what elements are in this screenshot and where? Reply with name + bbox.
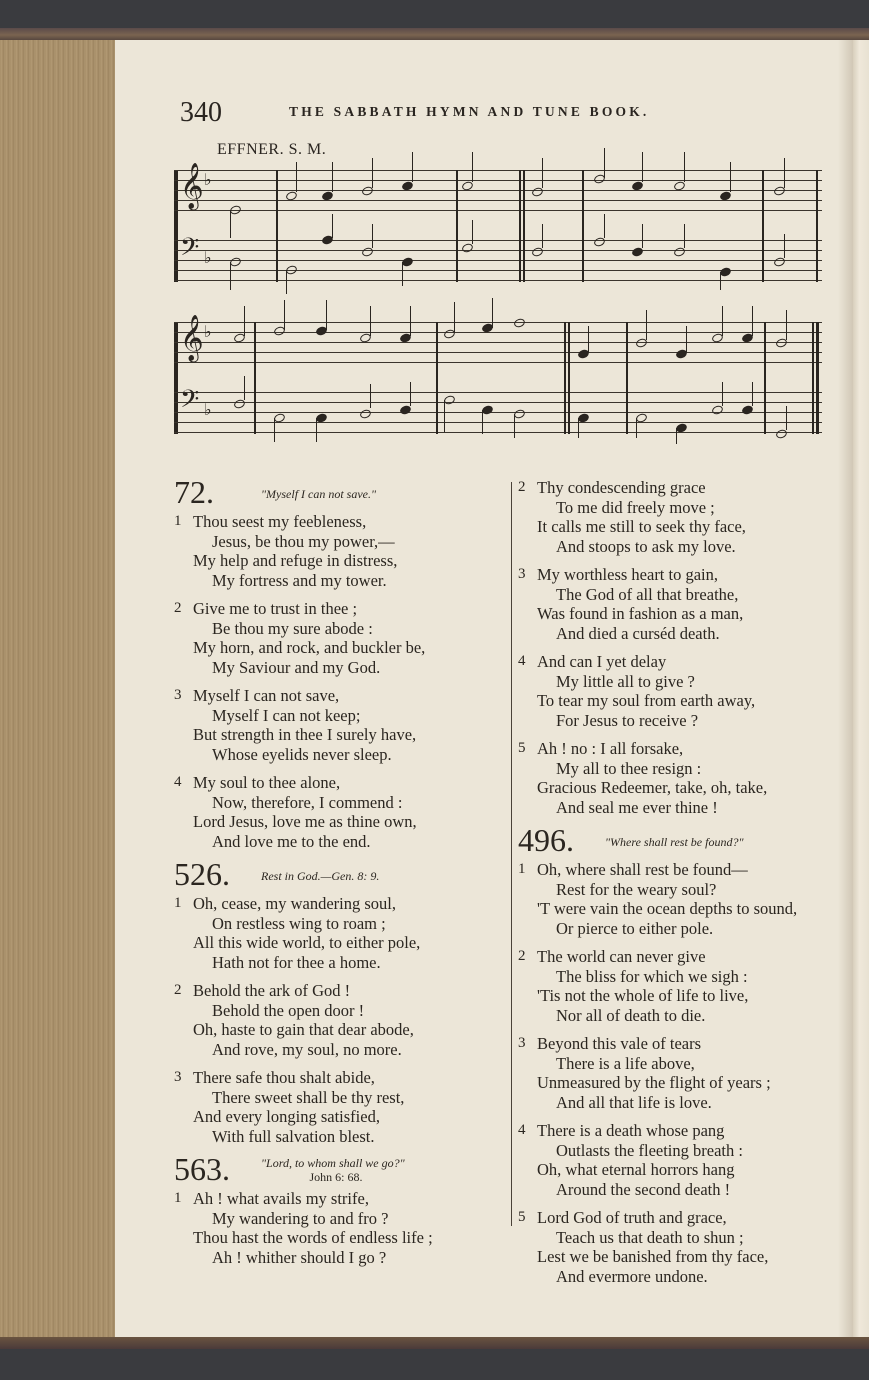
verse-line [518, 1247, 838, 1267]
verse-line [174, 571, 504, 591]
column-divider [511, 482, 512, 1226]
verse-line [174, 1248, 504, 1268]
verse-line [174, 914, 504, 934]
treble-staff [174, 322, 822, 362]
treble-staff [174, 170, 822, 210]
stanza [174, 773, 504, 851]
running-header: THE SABBATH HYMN AND TUNE BOOK. [289, 104, 650, 119]
verse-text: My help and refuge in distress, [193, 551, 398, 570]
verse-text: Rest for the weary soul? [556, 879, 717, 899]
stanza-number: 4 [518, 653, 526, 669]
stanza-number: 2 [174, 600, 182, 616]
verse-line [174, 1068, 504, 1088]
stanza-number: 3 [174, 687, 182, 703]
verse-text: And died a curséd death. [556, 623, 720, 643]
verse-line [518, 759, 838, 779]
hymn-563 [174, 1151, 504, 1267]
verse-text: For Jesus to receive ? [556, 710, 699, 730]
hymn-subtitle: Rest in God.—Gen. 8: 9. [261, 869, 380, 883]
verse-line [518, 478, 838, 498]
verse-line [174, 638, 504, 658]
verse-line [518, 1054, 838, 1074]
verse-line [174, 1228, 504, 1248]
verse-line [518, 604, 838, 624]
verse-line [174, 658, 504, 678]
verse-line [518, 947, 838, 967]
stanza [518, 478, 838, 556]
verse-text: To tear my soul from earth away, [537, 691, 756, 710]
stanza-number: 2 [518, 479, 526, 495]
verse-line [518, 967, 838, 987]
verse-text: Oh, where shall rest be found— [537, 860, 748, 879]
stanza [518, 1034, 838, 1112]
verse-text: Gracious Redeemer, take, oh, take, [537, 778, 768, 797]
verse-line [174, 706, 504, 726]
stanza [174, 1189, 504, 1267]
right-column [518, 478, 838, 1295]
verse-line [518, 1073, 838, 1093]
verse-line [174, 1189, 504, 1209]
scripture-reference: John 6: 68. [309, 1169, 363, 1184]
stanza-number: 5 [518, 1209, 526, 1225]
verse-text: Oh, cease, my wandering soul, [193, 894, 396, 913]
verse-text: My wandering to and fro ? [212, 1208, 389, 1228]
verse-text: Ah ! whither should I go ? [212, 1247, 387, 1267]
verse-line [174, 686, 504, 706]
verse-line [518, 860, 838, 880]
flat-icon: ♭ [204, 322, 212, 341]
verse-line [174, 512, 504, 532]
verse-line [174, 551, 504, 571]
verse-line [174, 1209, 504, 1229]
stanza-number: 1 [174, 895, 182, 911]
tune-name: EFFNER. S. M. [217, 141, 327, 158]
hymn-526 [174, 856, 504, 1146]
verse-text: And seal me ever thine ! [556, 797, 718, 817]
verse-line [174, 745, 504, 765]
verse-line [518, 537, 838, 557]
verse-line [518, 1208, 838, 1228]
hymn-number: 72. [174, 474, 214, 510]
verse-line [518, 1006, 838, 1026]
stanza-number: 1 [174, 1190, 182, 1206]
book-cover-bottom [0, 1337, 869, 1349]
stanza-number: 3 [518, 1035, 526, 1051]
music-system-1 [174, 163, 822, 282]
stanza [518, 860, 838, 938]
flat-icon: ♭ [204, 170, 212, 189]
hymn-subtitle: "Where shall rest be found?" [605, 835, 744, 849]
stanza-number: 2 [518, 948, 526, 964]
left-column [174, 474, 504, 1276]
verse-text: Oh, haste to gain that dear abode, [193, 1020, 414, 1039]
hymn-number: 526. [174, 856, 230, 892]
verse-text: Around the second death ! [556, 1179, 731, 1199]
hymn-subtitle: "Myself I can not save." [261, 487, 377, 501]
verse-line [518, 1034, 838, 1054]
verse-line [518, 711, 838, 731]
verse-line [518, 1180, 838, 1200]
verse-text: Ah ! what avails my strife, [193, 1189, 369, 1208]
verse-text: Outlasts the fleeting breath : [556, 1140, 743, 1160]
stanza [174, 599, 504, 677]
verse-line [518, 1160, 838, 1180]
verse-line [174, 1107, 504, 1127]
verse-line [174, 832, 504, 852]
stanza-number: 1 [518, 861, 526, 877]
verse-text: And evermore undone. [556, 1266, 708, 1286]
verse-text: My horn, and rock, and buckler be, [193, 638, 426, 657]
stanza [518, 947, 838, 1025]
stanza-number: 3 [518, 566, 526, 582]
verse-line [174, 1020, 504, 1040]
page-number: 340 [180, 97, 222, 128]
verse-text: There sweet shall be thy rest, [212, 1087, 405, 1107]
verse-text: My soul to thee alone, [193, 773, 341, 792]
verse-line [518, 919, 838, 939]
verse-text: There safe thou shalt abide, [193, 1068, 375, 1087]
verse-text: And rove, my soul, no more. [212, 1039, 402, 1059]
stanza-number: 4 [174, 774, 182, 790]
verse-line [518, 1121, 838, 1141]
stanza [174, 686, 504, 764]
verse-line [518, 1093, 838, 1113]
verse-text: It calls me still to seek thy face, [537, 517, 746, 536]
flat-icon: ♭ [204, 400, 212, 419]
verse-text: Be thou my sure abode : [212, 618, 373, 638]
verse-text: Oh, what eternal horrors hang [537, 1160, 735, 1179]
stanza-number: 3 [174, 1069, 182, 1085]
verse-text: Give me to trust in thee ; [193, 599, 358, 618]
stanza [518, 1121, 838, 1199]
verse-text: Beyond this vale of tears [537, 1034, 702, 1053]
verse-text: To me did freely move ; [556, 497, 715, 517]
flat-icon: ♭ [204, 248, 212, 267]
hymn-subtitle-text: "Lord, to whom shall we go?" [261, 1156, 405, 1170]
verse-line [518, 986, 838, 1006]
stanza-number: 4 [518, 1122, 526, 1138]
verse-text: 'T were vain the ocean depths to sound, [537, 899, 798, 918]
verse-line [174, 619, 504, 639]
hymn-496 [518, 822, 838, 1286]
verse-text: There is a life above, [556, 1053, 695, 1073]
verse-line [174, 532, 504, 552]
verse-text: And can I yet delay [537, 652, 667, 671]
verse-text: Thou hast the words of endless life ; [193, 1228, 433, 1247]
stanza [518, 1208, 838, 1286]
verse-text: And love me to the end. [212, 831, 371, 851]
hymn-number: 496. [518, 822, 574, 858]
verse-line [174, 953, 504, 973]
verse-line [174, 933, 504, 953]
verse-text: My fortress and my tower. [212, 570, 387, 590]
verse-line [518, 624, 838, 644]
stanza [174, 981, 504, 1059]
verse-text: Unmeasured by the flight of years ; [537, 1073, 771, 1092]
stanza [518, 739, 838, 817]
verse-line [174, 773, 504, 793]
verse-text: Thou seest my feebleness, [193, 512, 367, 531]
verse-text: Jesus, be thou my power,— [212, 531, 395, 551]
verse-line [518, 778, 838, 798]
verse-text: Ah ! no : I all forsake, [537, 739, 684, 758]
hymn-number: 563. [174, 1151, 230, 1187]
verse-line [174, 1001, 504, 1021]
verse-text: My all to thee resign : [556, 758, 702, 778]
music-system-2 [174, 315, 822, 434]
stanza [518, 565, 838, 643]
verse-line [174, 1088, 504, 1108]
bass-clef-icon: 𝄢 [180, 233, 200, 268]
verse-text: Myself I can not keep; [212, 705, 361, 725]
treble-clef-icon: 𝄞 [180, 315, 204, 361]
verse-text: And every longing satisfied, [193, 1107, 380, 1126]
verse-text: Behold the open door ! [212, 1000, 365, 1020]
gutter-shadow [838, 40, 854, 1338]
treble-clef-icon: 𝄞 [180, 163, 204, 209]
verse-text: 'Tis not the whole of life to live, [537, 986, 749, 1005]
verse-line [518, 880, 838, 900]
verse-line [174, 1040, 504, 1060]
verse-line [518, 585, 838, 605]
bass-staff [174, 392, 822, 432]
verse-line [518, 517, 838, 537]
stanza [174, 512, 504, 590]
verse-text: Was found in fashion as a man, [537, 604, 744, 623]
hymn-72 [174, 474, 504, 851]
verse-line [518, 1228, 838, 1248]
verse-line [518, 899, 838, 919]
verse-line [174, 981, 504, 1001]
verse-text: Whose eyelids never sleep. [212, 744, 392, 764]
stanza [174, 894, 504, 972]
verse-line [518, 798, 838, 818]
verse-text: Hath not for thee a home. [212, 952, 381, 972]
verse-text: Lord God of truth and grace, [537, 1208, 727, 1227]
verse-line [518, 1141, 838, 1161]
verse-text: The world can never give [537, 947, 706, 966]
verse-text: But strength in thee I surely have, [193, 725, 417, 744]
next-page-edge [853, 40, 869, 1338]
verse-text: On restless wing to roam ; [212, 913, 386, 933]
verse-line [518, 1267, 838, 1287]
page-edges [0, 40, 115, 1338]
verse-text: Lord Jesus, love me as thine own, [193, 812, 417, 831]
verse-line [174, 599, 504, 619]
stanza-number: 2 [174, 982, 182, 998]
verse-line [518, 652, 838, 672]
verse-text: Now, therefore, I commend : [212, 792, 403, 812]
stanza [174, 1068, 504, 1146]
verse-text: My worthless heart to gain, [537, 565, 719, 584]
verse-line [174, 812, 504, 832]
hymn-72-continued [518, 478, 838, 817]
stanza [518, 652, 838, 730]
verse-line [174, 725, 504, 745]
verse-text: Behold the ark of God ! [193, 981, 351, 1000]
verse-text: And all that life is love. [556, 1092, 712, 1112]
verse-line [174, 793, 504, 813]
verse-text: My Saviour and my God. [212, 657, 381, 677]
verse-text: There is a death whose pang [537, 1121, 725, 1140]
verse-text: Lest we be banished from thy face, [537, 1247, 769, 1266]
verse-line [518, 672, 838, 692]
stanza-number: 5 [518, 740, 526, 756]
verse-line [174, 894, 504, 914]
verse-text: Teach us that death to shun ; [556, 1227, 744, 1247]
verse-text: And stoops to ask my love. [556, 536, 736, 556]
hymn-subtitle [261, 1157, 411, 1185]
verse-text: Or pierce to either pole. [556, 918, 714, 938]
verse-text: Nor all of death to die. [556, 1005, 706, 1025]
verse-text: With full salvation blest. [212, 1126, 375, 1146]
verse-text: My little all to give ? [556, 671, 695, 691]
verse-line [518, 498, 838, 518]
bass-clef-icon: 𝄢 [180, 385, 200, 420]
stanza-number: 1 [174, 513, 182, 529]
verse-text: The God of all that breathe, [556, 584, 739, 604]
verse-text: Myself I can not save, [193, 686, 340, 705]
verse-line [518, 565, 838, 585]
verse-text: All this wide world, to either pole, [193, 933, 421, 952]
verse-line [518, 691, 838, 711]
verse-text: The bliss for which we sigh : [556, 966, 748, 986]
verse-text: Thy condescending grace [537, 478, 706, 497]
verse-line [518, 739, 838, 759]
verse-line [174, 1127, 504, 1147]
